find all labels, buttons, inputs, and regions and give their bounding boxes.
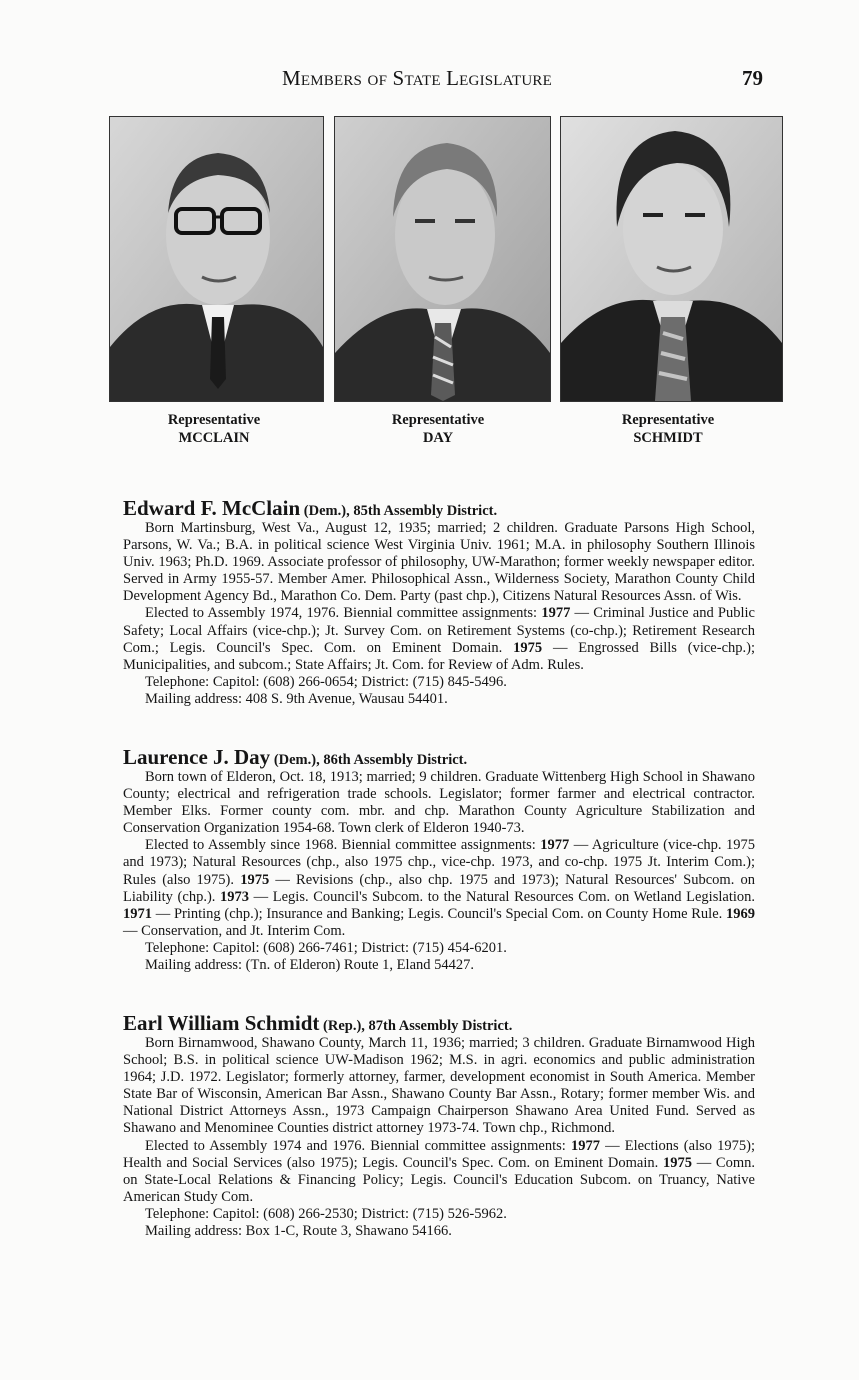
caption-name: MCCLAIN: [178, 430, 250, 446]
portrait-caption-mcclain: [114, 411, 314, 447]
caption-title: Representative: [167, 412, 261, 428]
year-label: 1975: [662, 1154, 692, 1171]
year-label: 1977: [570, 1137, 600, 1154]
party-district: (Dem.), 85th Assembly District.: [300, 503, 498, 519]
portrait-photo-schmidt: [560, 116, 783, 402]
telephone-line: Telephone: Capitol: (608) 266-7461; District: (715) 454-6201.: [145, 939, 507, 956]
bio-day: [123, 745, 755, 974]
caption-name: SCHMIDT: [633, 430, 703, 446]
member-name: Edward F. McClain: [123, 496, 301, 520]
year-label: 1975: [240, 871, 270, 888]
portrait-caption-day: [338, 411, 538, 447]
mailing-address: Mailing address: (Tn. of Elderon) Route 1, Eland 54427.: [145, 957, 475, 974]
caption-title: Representative: [391, 412, 485, 428]
running-title: Members of State Legislature: [282, 66, 553, 90]
bio-heading: [123, 745, 755, 769]
portrait-caption-schmidt: [568, 411, 768, 447]
caption-name: DAY: [422, 430, 454, 446]
mailing-address: Mailing address: Box 1-C, Route 3, Shawano 54166.: [145, 1223, 452, 1240]
committee-paragraph: Elected to Assembly 1974, 1976. Biennial committee assignments: 1977 — Criminal Justice and Public Safety; Local Affairs (vice-chp.); Jt. Survey Com. on Retirement Systems (co-chp.); Retirement Research Com.; Legis. Council's Spec. Com. on Eminent Domain. 1975 — Engrossed Bills (vice-chp.); Municipalities, and subcom.; State Affairs; Jt. Com. for Review of Adm. Rules.: [123, 605, 755, 673]
page-number: 79: [742, 66, 763, 90]
committee-paragraph: Elected to Assembly since 1968. Biennial committee assignments: 1977 — Agriculture (vice-chp. 1975 and 1973); Natural Resources (chp., also 1975 chp., vice-chp. 1973, and co-chp. 1975 Jt. Interim Com.); Rules (also 1975). 1975 — Revisions (chp., also chp. 1975 and 1973); Natural Resources' Subcom. on Liability (chp.). 1973 — Legis. Council's Subcom. to the Natural Resources Com. on Wetland Legislation. 1971 — Printing (chp.); Insurance and Banking; Legis. Council's Special Com. on County Home Rule. 1969 — Conservation, and Jt. Interim Com.: [123, 837, 756, 939]
bio-schmidt: [123, 1011, 755, 1240]
year-label: 1977: [541, 605, 571, 622]
background-paragraph: Born Birnamwood, Shawano County, March 11, 1936; married; 3 children. Graduate Birnamwood High School; B.S. in political science UW-Madison 1962; M.S. in agri. economics and public administration 1964; J.D. 1972. Legislator; formerly attorney, farmer, development economist in South America. Member State Bar of Wisconsin, American Bar Assn., Shawano County Bar Assn., Rotary; former member Wis. and National District Attorneys Assn., 1973 Campaign Chairperson Shawano Area United Fund. Served as Shawano and Menominee Counties district attorney 1973-74. Town chp., Richmond.: [123, 1035, 755, 1137]
portrait-photo-day: [334, 116, 551, 402]
portrait-photo-mcclain: [109, 116, 324, 402]
member-name: Laurence J. Day: [123, 745, 271, 769]
year-label: 1969: [726, 905, 755, 922]
year-label: 1973: [220, 888, 250, 905]
background-paragraph: Born town of Elderon, Oct. 18, 1913; married; 9 children. Graduate Wittenberg High School in Shawano County; electrical and refrigeration trade schools. Legislator; former farmer and electrical contractor. Member Elks. Former county com. mbr. and chp. Marathon County Agriculture Stabilization and Conservation Organization 1954-68. Town clerk of Elderon 1940-73.: [123, 769, 755, 837]
telephone-line: Telephone: Capitol: (608) 266-0654; District: (715) 845-5496.: [145, 673, 507, 690]
caption-title: Representative: [621, 412, 715, 428]
year-label: 1977: [540, 837, 570, 854]
member-name: Earl William Schmidt: [123, 1011, 320, 1035]
mailing-address: Mailing address: 408 S. 9th Avenue, Wausau 54401.: [145, 690, 448, 707]
telephone-line: Telephone: Capitol: (608) 266-2530; District: (715) 526-5962.: [145, 1205, 507, 1222]
bio-heading: [123, 496, 755, 520]
committee-paragraph: Elected to Assembly 1974 and 1976. Biennial committee assignments: 1977 — Elections (also 1975); Health and Social Services (also 1975); Legis. Council's Spec. Com. on Eminent Domain. 1975 — Comn. on State-Local Relations & Financing Policy; Legis. Council's Education Subcom. on Truancy, Native American Study Com.: [123, 1137, 756, 1205]
year-label: 1975: [513, 639, 543, 656]
running-head: [0, 66, 859, 94]
bio-heading: [123, 1011, 755, 1035]
party-district: (Dem.), 86th Assembly District.: [270, 752, 468, 768]
party-district: (Rep.), 87th Assembly District.: [319, 1018, 513, 1034]
background-paragraph: Born Martinsburg, West Va., August 12, 1935; married; 2 children. Graduate Parsons High School, Parsons, W. Va.; B.A. in political science West Virginia Univ. 1961; M.A. in philosophy Southern Illinois Univ. 1963; Ph.D. 1969. Associate professor of philosophy, UW-Marathon; former weekly newspaper editor. Served in Army 1955-57. Member Amer. Philosophical Assn., Wilderness Society, Marathon County Child Development Agency Bd., Marathon Co. Dem. Party (past chp.), Citizens Natural Resources Assn. of Wis.: [123, 520, 755, 605]
bio-mcclain: [123, 496, 755, 708]
year-label: 1971: [123, 905, 152, 922]
